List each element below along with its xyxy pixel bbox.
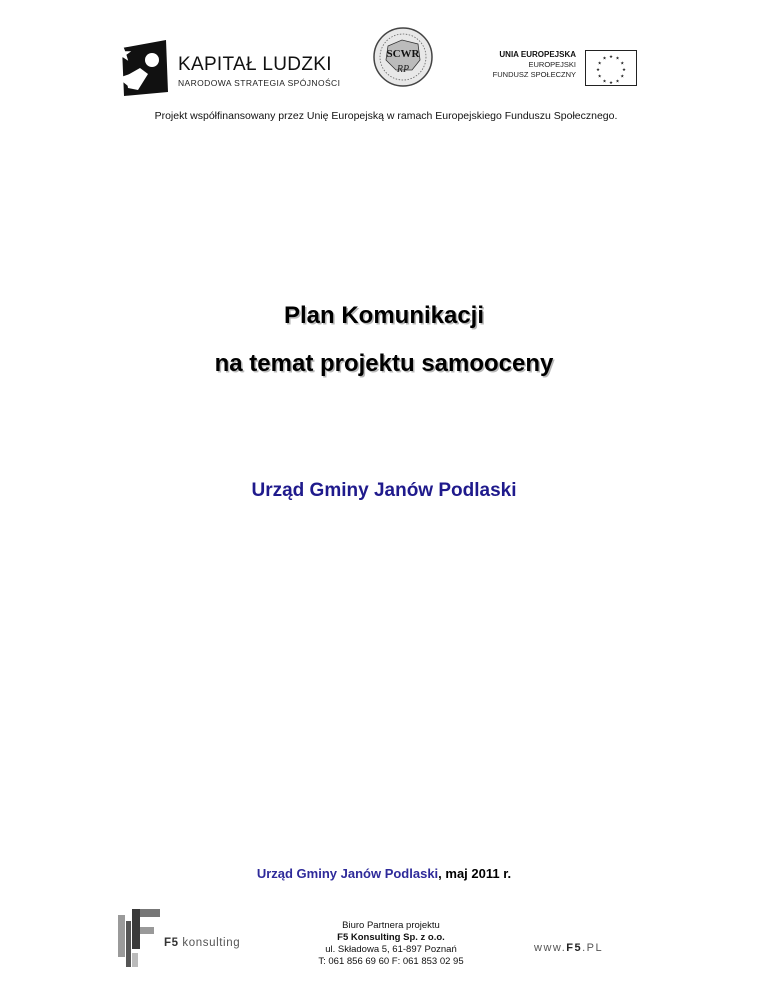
- eu-flag-icon: [585, 50, 637, 86]
- seal-text-top: SCWR: [386, 48, 420, 60]
- seal-logo-icon: [372, 26, 434, 88]
- website-prefix: www.: [534, 942, 567, 954]
- office-address-block: [300, 920, 482, 968]
- office-line-3: ul. Składowa 5, 61-897 Poznań: [325, 944, 457, 955]
- f5-logo-name: konsulting: [182, 937, 241, 949]
- eu-title: UNIA EUROPEJSKA: [499, 50, 576, 59]
- f5-logo-prefix: F5: [164, 937, 179, 949]
- svg-text:★: ★: [615, 56, 620, 62]
- svg-text:★: ★: [615, 79, 620, 85]
- f5-logo-wordmark: [164, 937, 240, 949]
- eu-line-1: EUROPEJSKI: [528, 60, 576, 69]
- svg-text:★: ★: [620, 74, 625, 80]
- document-title-line-2: na temat projektu samooceny: [214, 350, 554, 377]
- website-address: [534, 942, 603, 954]
- footer-date: , maj 2011 r.: [438, 866, 512, 881]
- svg-text:★: ★: [595, 68, 601, 73]
- svg-text:★: ★: [608, 55, 614, 60]
- svg-text:★: ★: [597, 61, 602, 67]
- website-suffix: .PL: [582, 942, 604, 954]
- organization-name: Urząd Gminy Janów Podlaski: [251, 480, 517, 501]
- svg-text:★: ★: [608, 81, 614, 86]
- office-line-1: Biuro Partnera projektu: [342, 920, 440, 931]
- seal-text-bottom: RP: [396, 64, 410, 75]
- svg-text:★: ★: [620, 61, 625, 67]
- svg-text:★: ★: [621, 68, 627, 73]
- svg-text:★: ★: [602, 79, 607, 85]
- office-line-2: F5 Konsulting Sp. z o.o.: [337, 932, 445, 943]
- kapital-ludzki-title: KAPITAŁ LUDZKI: [178, 54, 332, 75]
- cofinance-statement: Projekt współfinansowany przez Unię Europejską w ramach Europejskiego Funduszu Społecznego.: [154, 110, 618, 122]
- eu-line-2: FUNDUSZ SPOŁECZNY: [492, 70, 576, 79]
- svg-text:★: ★: [602, 56, 607, 62]
- document-title-line-1: Plan Komunikacji: [283, 302, 485, 329]
- kapital-ludzki-logo-icon: [118, 38, 170, 98]
- eu-text-block: [470, 50, 576, 79]
- kapital-ludzki-subtitle: NARODOWA STRATEGIA SPÓJNOŚCI: [178, 78, 341, 88]
- office-line-4: T: 061 856 69 60 F: 061 853 02 95: [318, 956, 464, 967]
- website-brand: F5: [566, 942, 583, 954]
- footer-organization: Urząd Gminy Janów Podlaski: [256, 866, 439, 881]
- svg-text:★: ★: [597, 74, 602, 80]
- f5-logo-icon: [116, 909, 162, 967]
- footer-place-date: [0, 866, 768, 881]
